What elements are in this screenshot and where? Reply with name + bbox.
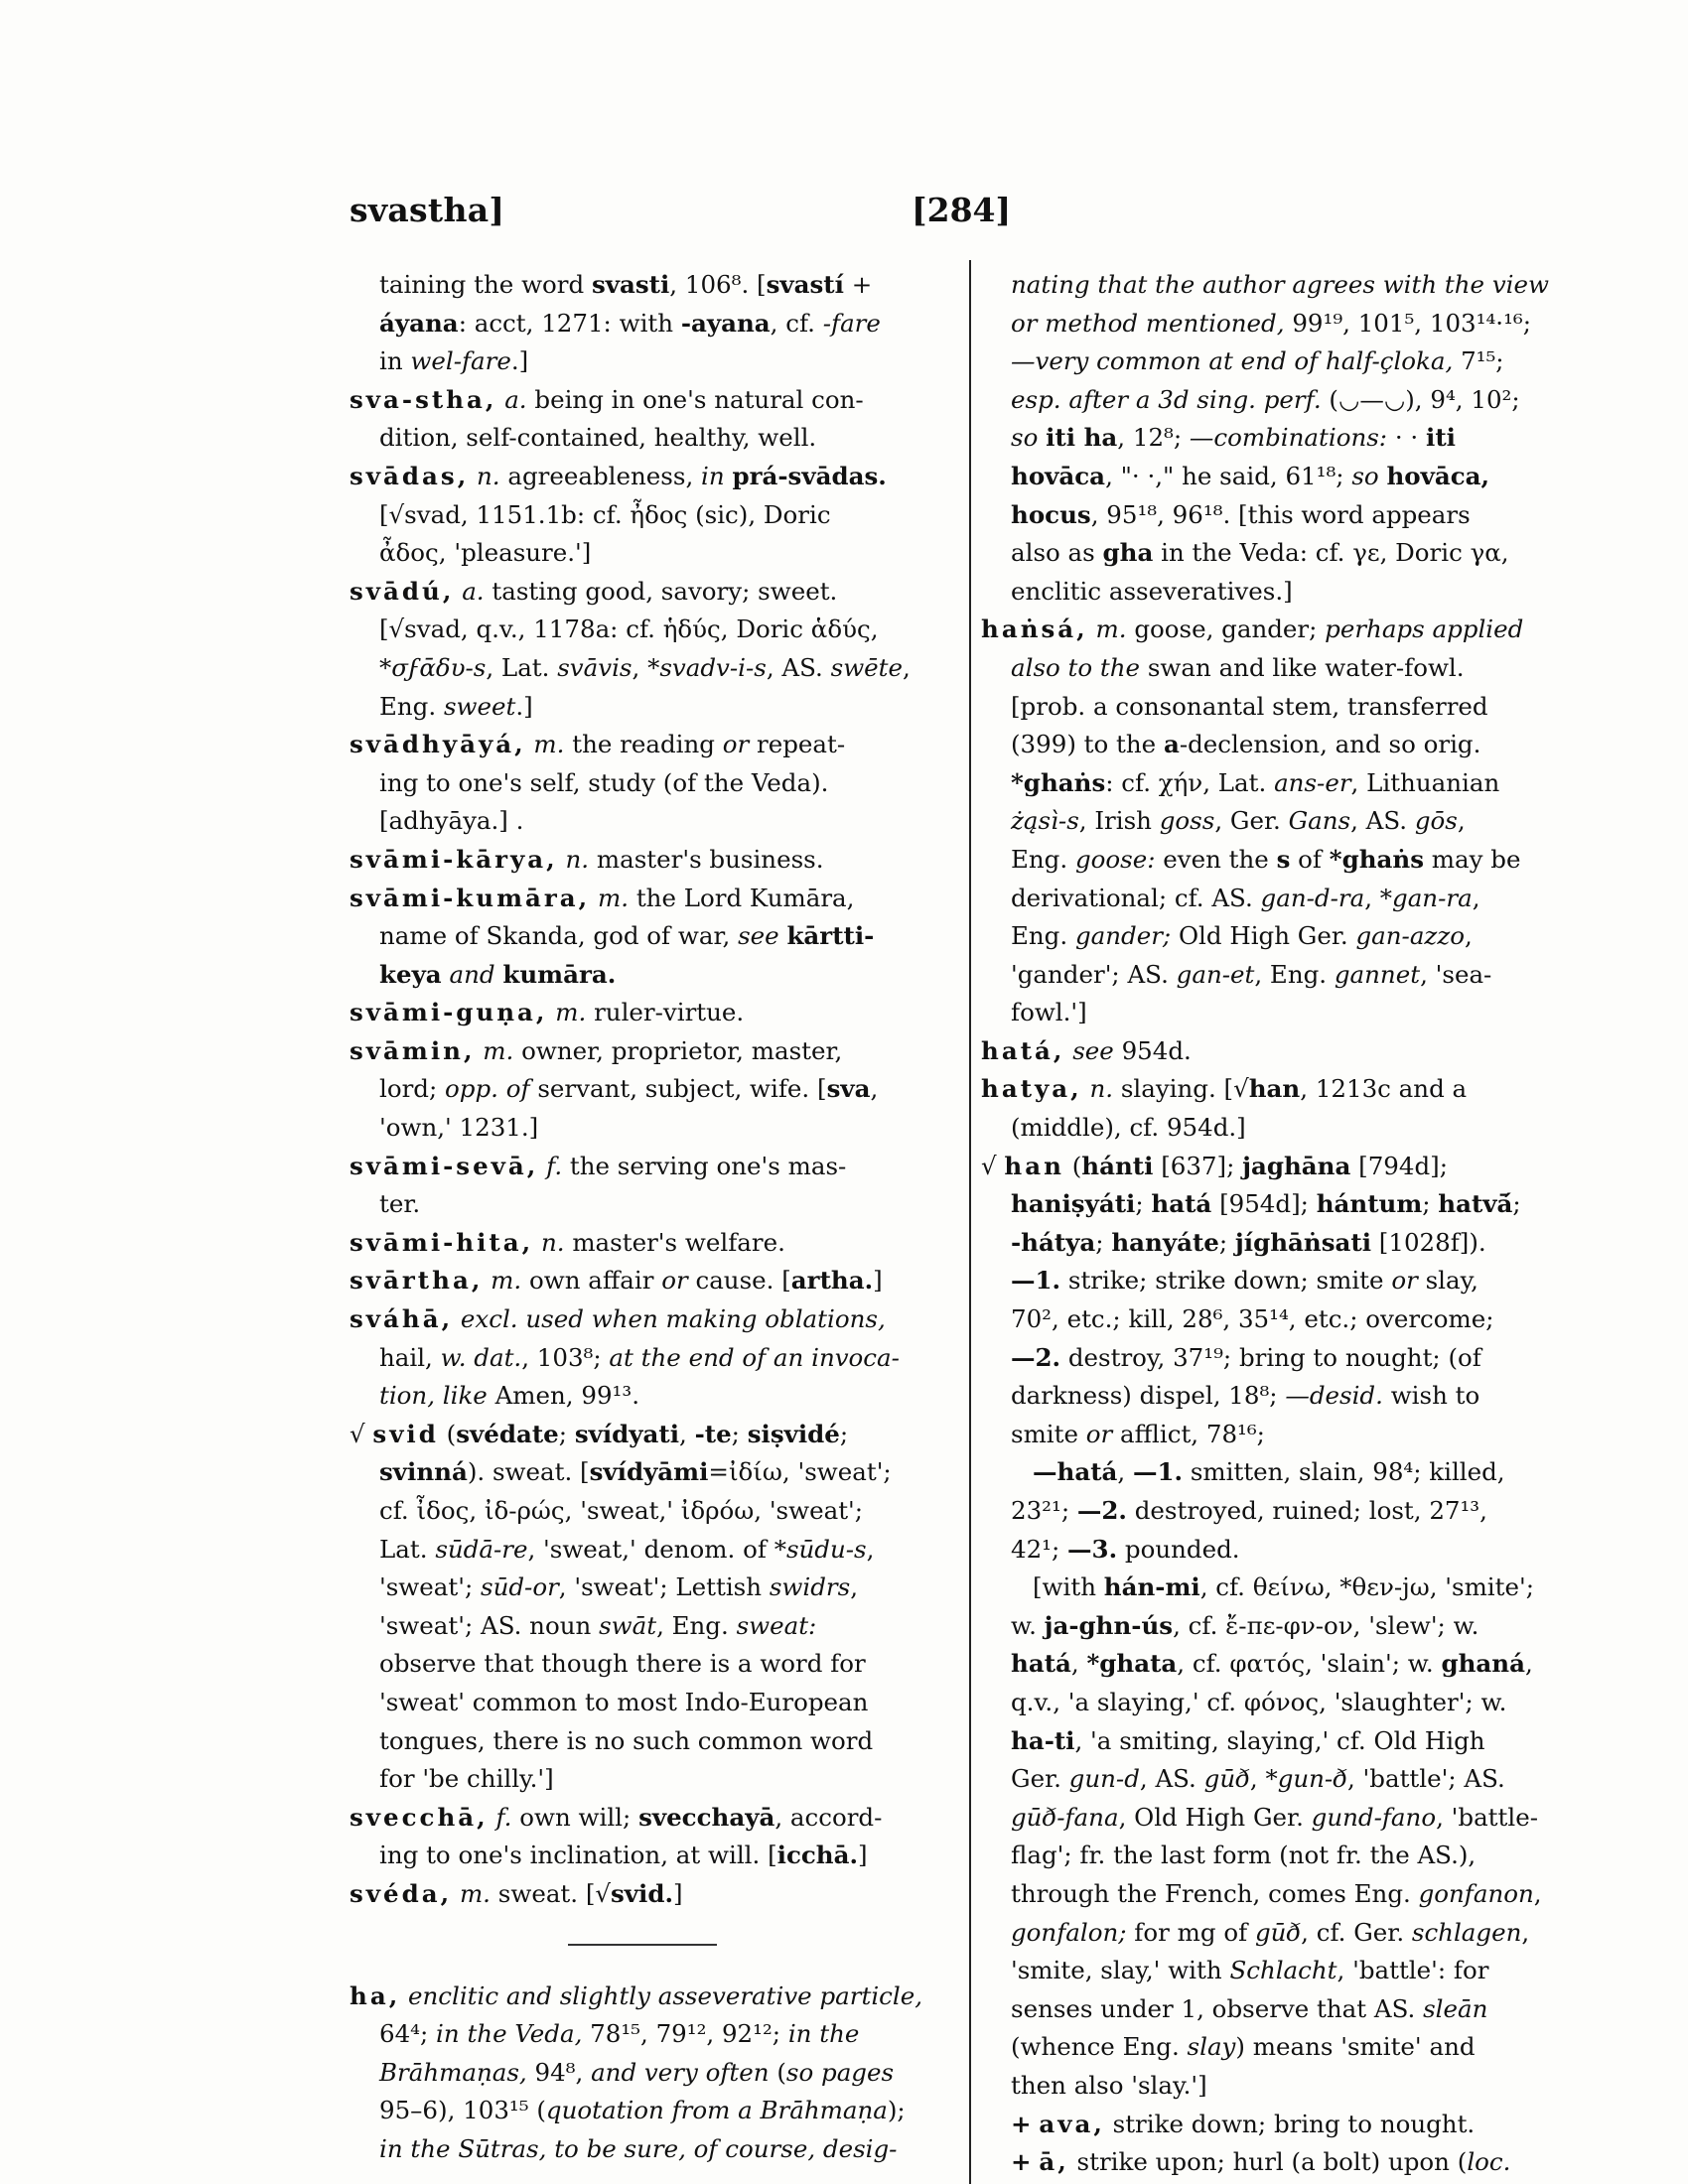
- text-line: [√svad, q.v., 1178a: cf. ἡδύς, Doric ἁδύς,: [379, 614, 879, 644]
- text-line: svādhyāyá, m. the reading or repeat-: [350, 730, 846, 759]
- text-line: [with hán-mi, cf. θείνω, *θεν-jω, 'smite';: [1033, 1572, 1534, 1602]
- text-line: fowl.']: [1011, 998, 1087, 1027]
- text-line: haṅsá, m. goose, gander; perhaps applied: [981, 614, 1524, 644]
- text-line: ter.: [379, 1189, 421, 1219]
- section-rule: [568, 1944, 717, 1946]
- text-line: sváhā, excl. used when making oblations,: [350, 1304, 886, 1334]
- text-line: Brāhmaṇas, 94⁸, and very often (so pages: [379, 2057, 895, 2087]
- text-line: sva-stha, a. being in one's natural con-: [350, 384, 864, 414]
- text-line: [prob. a consonantal stem, transferred: [1011, 691, 1488, 721]
- text-line: in the Sūtras, to be sure, of course, desig-: [379, 2133, 898, 2163]
- text-line: derivational; cf. AS. gan-d-ra, *gan-ra,: [1011, 883, 1480, 912]
- text-line: cf. ἶδος, ἰδ-ρώς, 'sweat,' ἰδρόω, 'sweat';: [379, 1496, 864, 1525]
- text-line: smite or afflict, 78¹⁶;: [1011, 1419, 1265, 1448]
- text-line: svāmin, m. owner, proprietor, master,: [350, 1035, 843, 1065]
- text-line: 42¹; —3. pounded.: [1011, 1534, 1240, 1564]
- text-line: nating that the author agrees with the view: [1011, 270, 1549, 299]
- text-line: Ger. gun-d, AS. gūð, *gun-ð, 'battle'; AS.: [1011, 1764, 1505, 1794]
- text-line: √ han (hánti [637]; jaghāna [794d];: [981, 1151, 1448, 1180]
- text-line: Eng. sweet.]: [379, 691, 533, 721]
- text-line: so iti ha, 12⁸; —combinations: · · iti: [1011, 423, 1456, 453]
- text-line: svādas, n. agreeableness, in prá-svādas.: [350, 461, 887, 490]
- text-line: *ghaṅs: cf. χήν, Lat. ans-er, Lithuanian: [1011, 767, 1500, 797]
- column-divider: [969, 260, 971, 2184]
- text-line: (399) to the a-declension, and so orig.: [1011, 730, 1481, 759]
- text-line: áyana: acct, 1271: with -ayana, cf. -fare: [379, 308, 881, 338]
- text-line: 95–6), 103¹⁵ (quotation from a Brāhmaṇa);: [379, 2096, 906, 2125]
- text-line: name of Skanda, god of war, see kārtti-: [379, 921, 875, 951]
- text-line: w. ja-ghn-ús, cf. ἔ-πε-φν-ον, 'slew'; w.: [1011, 1610, 1479, 1640]
- text-line: 23²¹; —2. destroyed, ruined; lost, 27¹³,: [1011, 1496, 1487, 1525]
- text-line: svecchā, f. own will; svecchayā, accord-: [350, 1802, 883, 1832]
- text-line: in wel-fare.]: [379, 346, 529, 376]
- text-line: svéda, m. sweat. [√svid.]: [350, 1878, 683, 1908]
- text-line: 'sweat'; AS. noun swāt, Eng. sweat:: [379, 1610, 817, 1640]
- text-line: + ava, strike down; bring to nought.: [1011, 2109, 1476, 2138]
- text-line: hovāca, "· ·," he said, 61¹⁸; so hovāca,: [1011, 461, 1490, 490]
- text-line: żąsì-s, Irish goss, Ger. Gans, AS. gōs,: [1011, 806, 1466, 836]
- right-column: [981, 266, 1595, 2182]
- text-line: q.v., 'a slaying,' cf. φόνος, 'slaughter'; w.: [1011, 1687, 1507, 1716]
- left-column: [350, 266, 957, 2169]
- text-line: dition, self-contained, healthy, well.: [379, 423, 817, 453]
- text-line: —very common at end of half-çloka, 7¹⁵;: [1011, 346, 1504, 376]
- text-line: svāmi-guṇa, m. ruler-virtue.: [350, 998, 745, 1027]
- text-line: svādú, a. tasting good, savory; sweet.: [350, 576, 838, 606]
- text-line: √ svid (svédate; svídyati, -te; siṣvidé;: [350, 1419, 849, 1448]
- text-line: enclitic asseveratives.]: [1011, 576, 1293, 606]
- text-line: ha, enclitic and slightly asseverative particle,: [350, 1980, 922, 2010]
- text-line: 'sweat' common to most Indo-European: [379, 1687, 869, 1716]
- text-line: (whence Eng. slay) means 'smite' and: [1011, 2032, 1476, 2062]
- text-line: 'gander'; AS. gan-et, Eng. gannet, 'sea-: [1011, 959, 1492, 989]
- text-line: hail, w. dat., 103⁸; at the end of an invoca-: [379, 1342, 900, 1372]
- running-head: svastha]: [350, 191, 505, 229]
- text-line: senses under 1, observe that AS. sleān: [1011, 1993, 1488, 2023]
- text-line: observe that though there is a word for: [379, 1649, 866, 1679]
- text-line: [√svad, 1151.1b: cf. ἦδος (sic), Doric: [379, 499, 831, 529]
- text-line: Eng. goose: even the s of *ghaṅs may be: [1011, 844, 1521, 874]
- text-line: hatya, n. slaying. [√han, 1213c and a: [981, 1074, 1468, 1104]
- text-line: —hatá, —1. smitten, slain, 98⁴; killed,: [1033, 1457, 1505, 1487]
- text-line: hocus, 95¹⁸, 96¹⁸. [this word appears: [1011, 499, 1471, 529]
- text-line: 'sweat'; sūd-or, 'sweat'; Lettish swidrs,: [379, 1572, 858, 1602]
- text-line: Eng. gander; Old High Ger. gan-azzo,: [1011, 921, 1473, 951]
- text-line: ing to one's inclination, at will. [icchā.]: [379, 1841, 868, 1870]
- text-line: lord; opp. of servant, subject, wife. [sva,: [379, 1074, 879, 1104]
- text-line: svāmi-kārya, n. master's business.: [350, 844, 824, 874]
- text-line: ἆδος, 'pleasure.']: [379, 538, 592, 568]
- page-number: [284]: [912, 191, 1012, 229]
- text-line: —1. strike; strike down; smite or slay,: [1011, 1266, 1478, 1296]
- text-line: svārtha, m. own affair or cause. [artha.]: [350, 1266, 883, 1296]
- text-line: 64⁴; in the Veda, 78¹⁵, 79¹², 92¹²; in the: [379, 2019, 860, 2049]
- text-line: svāmi-sevā, f. the serving one's mas-: [350, 1151, 847, 1180]
- text-line: svāmi-hita, n. master's welfare.: [350, 1227, 785, 1257]
- text-line: haniṣyáti; hatá [954d]; hántum; hatvā́;: [1011, 1189, 1521, 1219]
- text-line: + ā, strike upon; hurl (a bolt) upon (loc.: [1011, 2147, 1511, 2177]
- text-line: then also 'slay.']: [1011, 2070, 1207, 2100]
- text-line: 'own,' 1231.]: [379, 1113, 539, 1143]
- text-line: darkness) dispel, 18⁸; —desid. wish to: [1011, 1381, 1480, 1411]
- text-line: keya and kumāra.: [379, 959, 617, 989]
- text-line: tongues, there is no such common word: [379, 1725, 874, 1755]
- text-line: 'smite, slay,' with Schlacht, 'battle': for: [1011, 1956, 1489, 1985]
- text-line: hatá, *ghata, cf. φατός, 'slain'; w. ghaná,: [1011, 1649, 1533, 1679]
- text-line: also as gha in the Veda: cf. γε, Doric γα,: [1011, 538, 1509, 568]
- text-line: taining the word svasti, 106⁸. [svastí +: [379, 270, 873, 299]
- text-line: flag'; fr. the last form (not fr. the AS.),: [1011, 1841, 1477, 1870]
- text-line: esp. after a 3d sing. perf. (◡—◡), 9⁴, 10²;: [1011, 384, 1520, 414]
- text-line: (middle), cf. 954d.]: [1011, 1113, 1246, 1143]
- text-line: [adhyāya.] .: [379, 806, 524, 836]
- text-line: svinná). sweat. [svídyāmi=ἰδίω, 'sweat';: [379, 1457, 892, 1487]
- text-line: ing to one's self, study (of the Veda).: [379, 767, 829, 797]
- text-line: Lat. sūdā-re, 'sweat,' denom. of *sūdu-s,: [379, 1534, 875, 1564]
- text-line: -hátya; hanyáte; jíghāṅsati [1028f]).: [1011, 1227, 1486, 1257]
- text-line: gonfalon; for mg of gūð, cf. Ger. schlagen,: [1011, 1917, 1530, 1947]
- text-line: for 'be chilly.']: [379, 1764, 554, 1794]
- text-line: *σϝᾱδυ-s, Lat. svāvis, *svadv-i-s, AS. swēte,: [379, 652, 911, 682]
- text-line: also to the swan and like water-fowl.: [1011, 652, 1465, 682]
- text-line: through the French, comes Eng. gonfanon,: [1011, 1878, 1542, 1908]
- text-line: —2. destroy, 37¹⁹; bring to nought; (of: [1011, 1342, 1481, 1372]
- text-line: or method mentioned, 99¹⁹, 101⁵, 103¹⁴·¹⁶;: [1011, 308, 1531, 338]
- text-line: hatá, see 954d.: [981, 1035, 1192, 1065]
- text-line: 70², etc.; kill, 28⁶, 35¹⁴, etc.; overcome;: [1011, 1304, 1494, 1334]
- text-line: gūð-fana, Old High Ger. gund-fano, 'battle-: [1011, 1802, 1538, 1832]
- text-line: svāmi-kumāra, m. the Lord Kumāra,: [350, 883, 855, 912]
- text-line: tion, like Amen, 99¹³.: [379, 1381, 639, 1411]
- text-line: ha-ti, 'a smiting, slaying,' cf. Old High: [1011, 1725, 1485, 1755]
